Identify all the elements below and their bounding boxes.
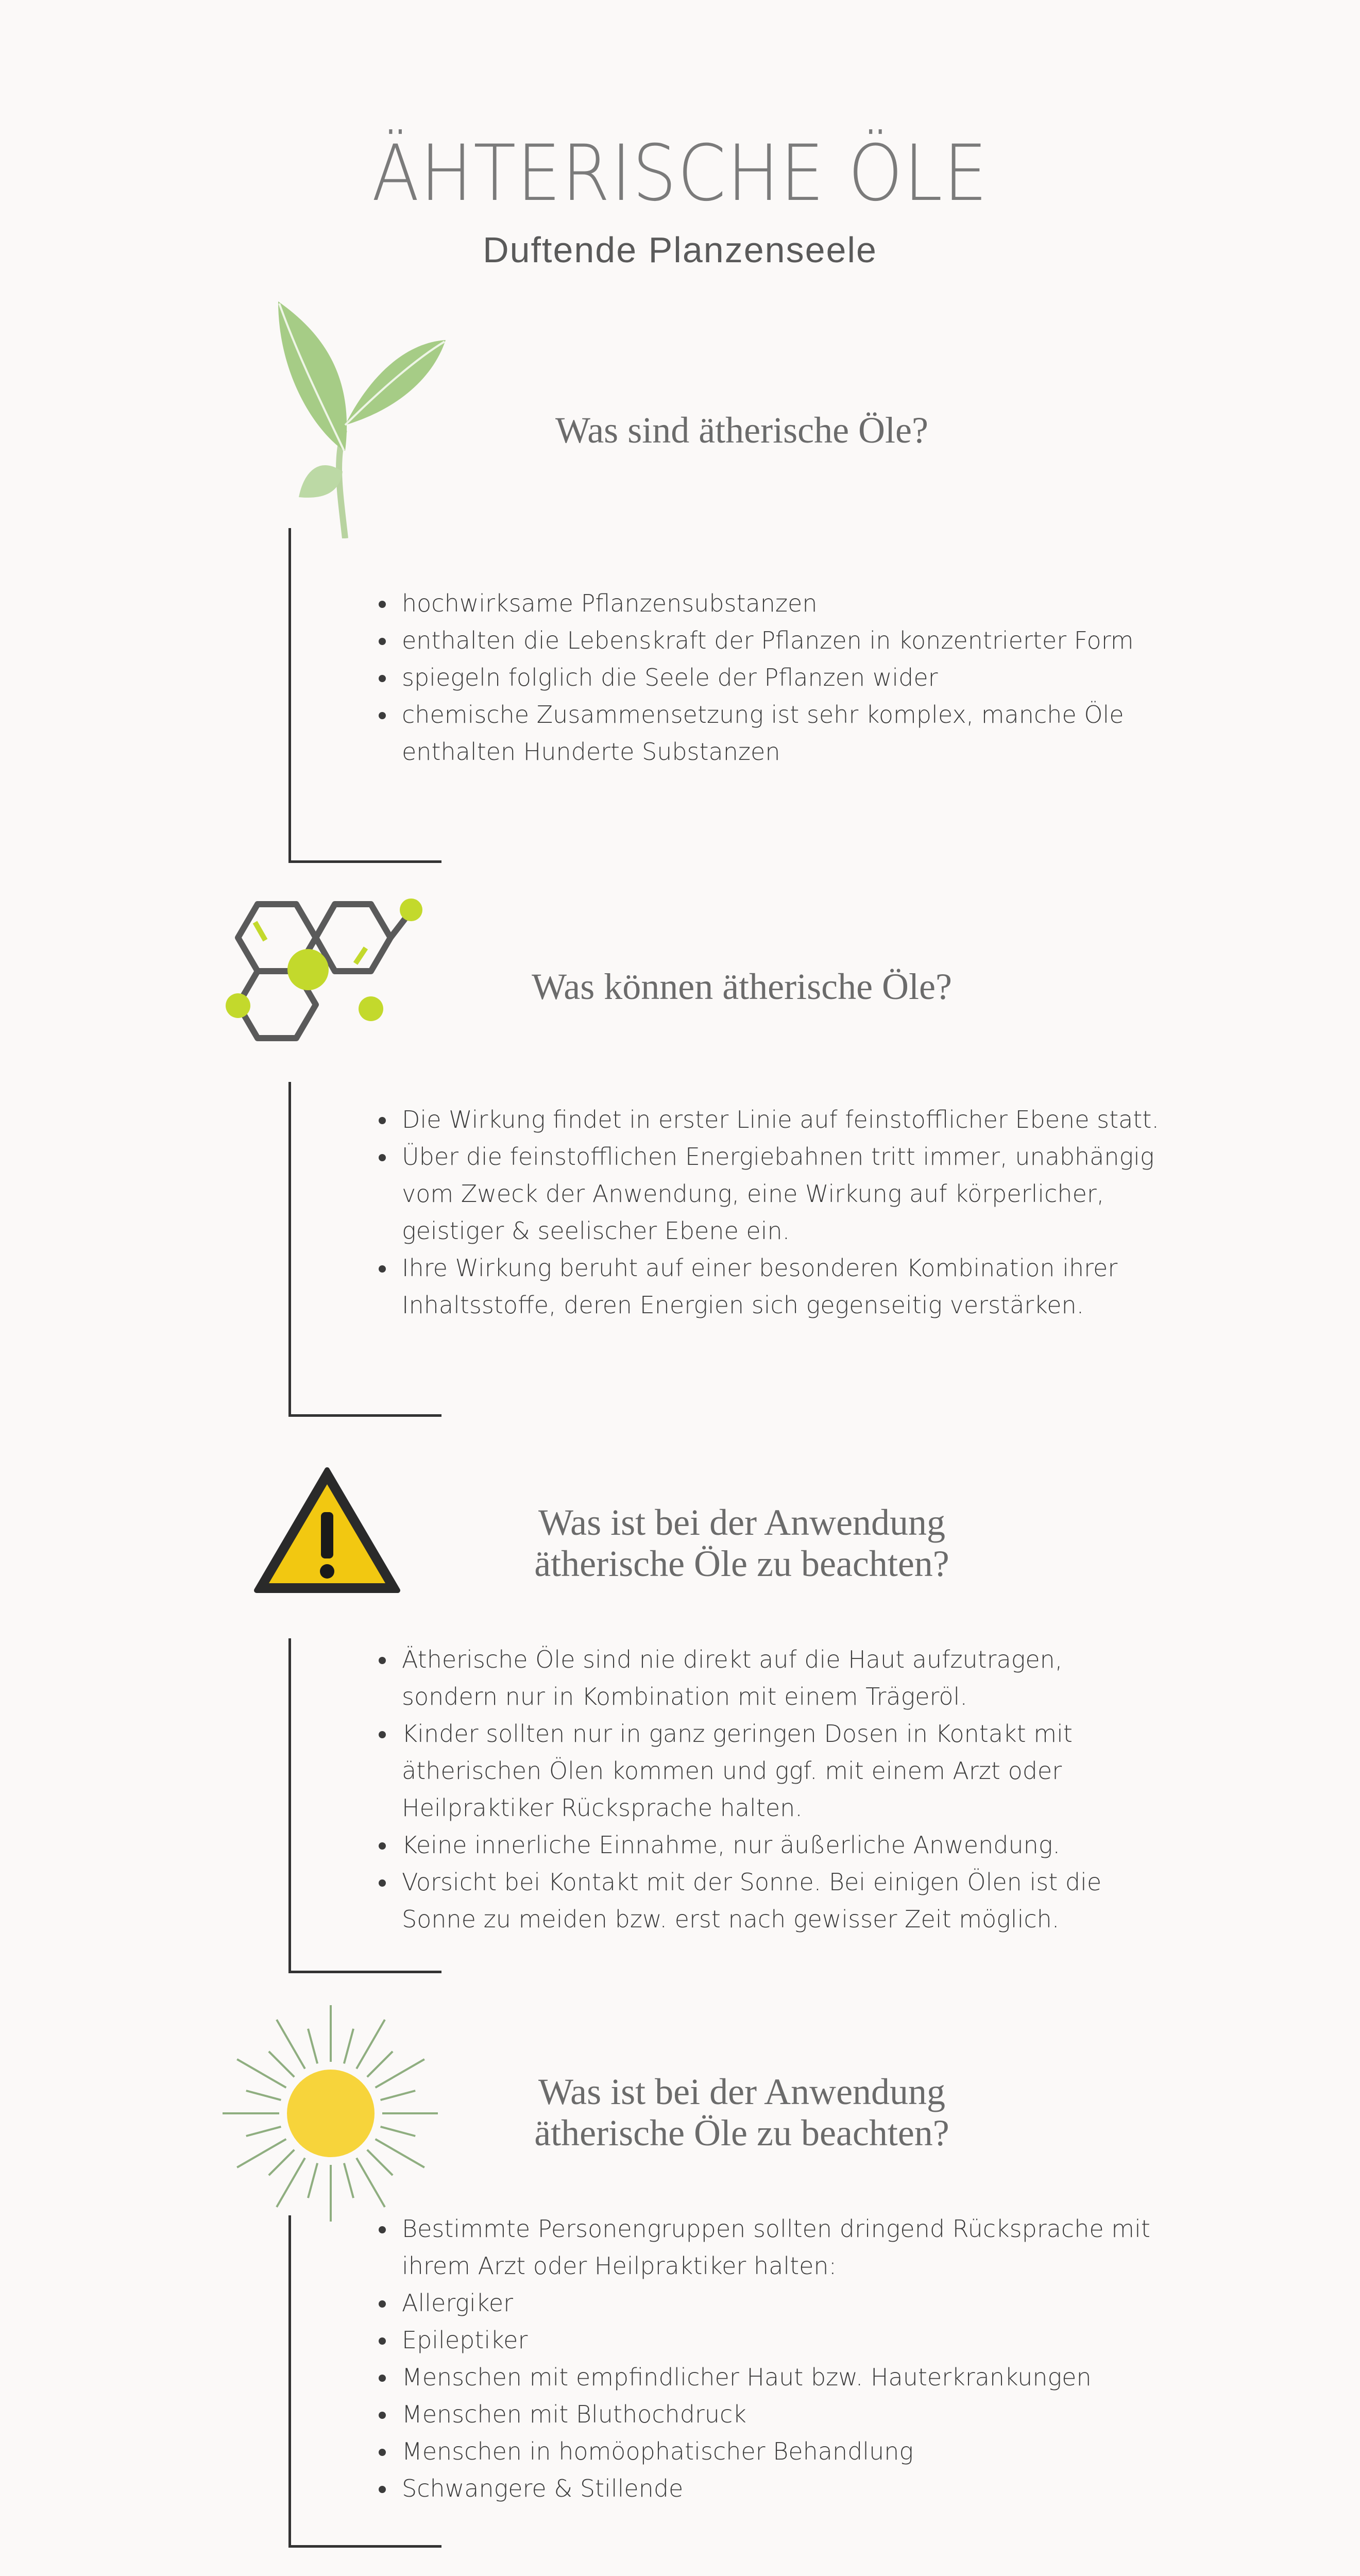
- list-item: • enthalten die Lebenskraft der Pflanzen in konzentrierter Form: [397, 622, 1159, 659]
- heading-line: ätherische Öle zu beachten?: [534, 1543, 949, 1584]
- sun-ray: [367, 2150, 393, 2175]
- sun-ray: [308, 2163, 317, 2198]
- sun-icon: [222, 1994, 438, 2231]
- sun-ray: [269, 2150, 294, 2175]
- list-item: • Ätherische Öle sind nie direkt auf die Haut aufzutragen, sondern nur in Kombination mit einem Trägeröl.: [397, 1641, 1159, 1715]
- list-item: • Bestimmte Personengruppen sollten dringend Rücksprache mit ihrem Arzt oder Heilpraktiker halten:: [397, 2210, 1159, 2284]
- list-item: • Ihre Wirkung beruht auf einer besonderen Kombination ihrer Inhaltsstoffe, deren Energien sich gegenseitig verstärken.: [397, 1249, 1159, 1324]
- bullet-list: [371, 2210, 1159, 2507]
- sun-ray: [367, 2052, 393, 2077]
- page-title: ÄHTERISCHE ÖLE: [371, 129, 989, 218]
- sun-ray: [246, 2127, 281, 2136]
- sun-ray: [277, 2020, 305, 2069]
- section-heading: [453, 1502, 1030, 1584]
- sun-ray: [269, 2052, 294, 2077]
- sun-ray: [344, 2029, 353, 2064]
- sun-ray: [356, 2158, 385, 2207]
- sun-ray: [376, 2139, 424, 2167]
- list-item: • Kinder sollten nur in ganz geringen Dosen in Kontakt mit ätherischen Ölen kommen und ggf. mit einem Arzt oder Heilpraktiker Rücksprache halten.: [397, 1715, 1159, 1826]
- list-item: • Menschen mit Bluthochdruck: [397, 2396, 1159, 2433]
- list-item: • hochwirksame Pflanzensubstanzen: [397, 585, 1159, 622]
- list-item: • Vorsicht bei Kontakt mit der Sonne. Bei einigen Ölen ist die Sonne zu meiden bzw. erst nach gewisser Zeit möglich.: [397, 1863, 1159, 1938]
- heading-line: Was ist bei der Anwendung: [538, 2071, 946, 2112]
- sun-ray: [237, 2139, 286, 2167]
- list-item: • spiegeln folglich die Seele der Pflanzen wider: [397, 659, 1159, 696]
- sun-ray: [246, 2091, 281, 2100]
- list-item: • Keine innerliche Einnahme, nur äußerliche Anwendung.: [397, 1826, 1159, 1863]
- sun-ray: [381, 2127, 416, 2136]
- section-heading: Was sind ätherische Öle?: [555, 410, 928, 451]
- section-heading: [453, 2071, 1030, 2154]
- list-item: • chemische Zusammensetzung ist sehr komplex, manche Öle enthalten Hunderte Substanzen: [397, 696, 1159, 770]
- sun-ray: [237, 2059, 286, 2088]
- sun-ray: [277, 2158, 305, 2207]
- page-subtitle: Duftende Planzenseele: [483, 230, 877, 270]
- heading-line: Was ist bei der Anwendung: [538, 1502, 946, 1543]
- molecule-icon: [216, 876, 422, 1051]
- section-heading: Was können ätherische Öle?: [532, 966, 952, 1007]
- list-item: • Über die feinstofflichen Energiebahnen tritt immer, unabhängig vom Zweck der Anwendung, eine Wirkung auf körperlicher, geistiger & seelischer Ebene ein.: [397, 1138, 1159, 1249]
- bullet-list: [371, 1101, 1159, 1324]
- sun-ray: [376, 2059, 424, 2088]
- list-item: • Menschen mit empfindlicher Haut bzw. Hauterkrankungen: [397, 2359, 1159, 2396]
- list-item: • Allergiker: [397, 2284, 1159, 2321]
- list-item: • Schwangere & Stillende: [397, 2470, 1159, 2507]
- list-item: • Menschen in homöophatischer Behandlung: [397, 2433, 1159, 2470]
- list-item: • Epileptiker: [397, 2321, 1159, 2359]
- sun-ray: [344, 2163, 353, 2198]
- warning-icon: [252, 1466, 402, 1595]
- sun-ray: [356, 2020, 385, 2069]
- sun-ray: [381, 2091, 416, 2100]
- bullet-list: [371, 585, 1159, 770]
- sun-ray: [308, 2029, 317, 2064]
- list-item: • Die Wirkung findet in erster Linie auf feinstofflicher Ebene statt.: [397, 1101, 1159, 1138]
- bullet-list: [371, 1641, 1159, 1938]
- sprout-icon: [268, 296, 453, 538]
- heading-line: ätherische Öle zu beachten?: [534, 2112, 949, 2154]
